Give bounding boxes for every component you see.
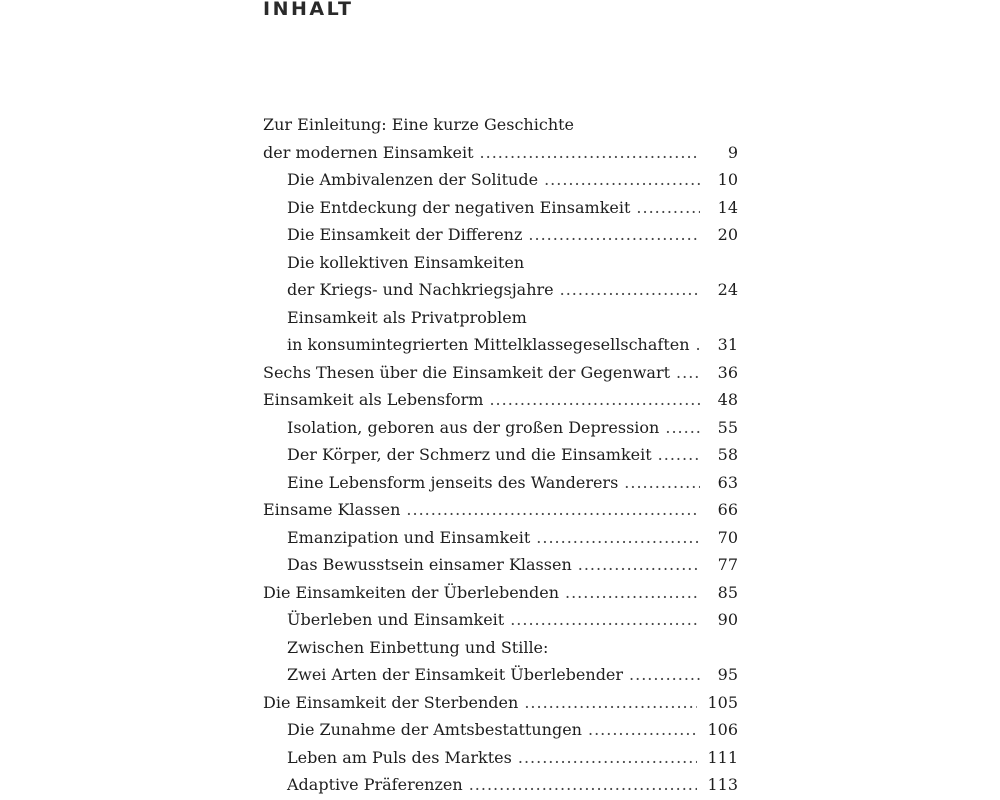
toc-line [263,661,738,689]
toc-entry [263,524,738,552]
toc-page-number: 77 [717,555,738,574]
toc-entry-title: Zwei Arten der Einsamkeit Überlebender [287,665,624,684]
toc-line [263,771,738,799]
toc-page-number: 31 [717,335,738,354]
dot-leader [406,496,700,524]
toc-page-number: 36 [717,362,738,382]
toc-entry [263,194,738,222]
toc-entry [263,166,738,194]
toc-page-number: 70 [717,527,738,547]
dot-leader [588,716,697,744]
toc-entry [263,716,738,744]
toc-line [263,111,738,139]
toc-entry-title: der modernen Einsamkeit [263,142,474,162]
toc-entry-title: Eine Lebensform jenseits des Wanderers [287,472,619,492]
toc-entry-title: Die Einsamkeit der Differenz [287,225,523,244]
toc-page-number: 24 [717,280,738,299]
toc-line [263,496,738,524]
toc-line [263,331,738,359]
toc-entry [263,386,738,414]
toc-page-number: 66 [717,500,738,519]
toc-entry [263,744,738,772]
dot-leader [524,689,697,717]
dot-leader [489,386,700,414]
dot-leader [636,194,700,222]
toc-line [263,634,738,662]
toc-page-number: 113 [707,775,738,794]
toc-entry-title: Einsamkeit als Lebensform [263,390,484,409]
dot-leader [665,414,700,442]
toc-line [263,524,738,552]
toc-line [263,359,738,387]
toc-entry-title: Zur Einleitung: Eine kurze Geschichte [263,115,575,134]
table-of-contents [263,111,738,799]
dot-leader [629,661,700,689]
toc-entry [263,249,738,304]
toc-entry-title: Überleben und Einsamkeit [287,610,505,629]
toc-line [263,716,738,744]
toc-page-number: 85 [717,582,738,602]
toc-line [263,551,738,579]
dot-leader [528,221,700,249]
toc-line [263,744,738,772]
toc-entry [263,579,738,607]
toc-line [263,139,738,167]
toc-entry-title: Die Einsamkeiten der Überlebenden [263,582,559,602]
toc-page-number: 10 [717,170,738,189]
toc-line [263,689,738,717]
dot-leader [518,744,698,772]
dot-leader [544,166,700,194]
toc-page-number: 63 [717,472,738,492]
toc-line [263,304,738,332]
toc-entry-title: Isolation, geboren aus der großen Depression [287,417,660,437]
toc-page-number: 9 [727,142,738,162]
dot-leader [676,359,700,387]
toc-entry-title: Das Bewusstsein einsamer Klassen [287,555,572,574]
toc-entry-title: Einsame Klassen [263,500,401,519]
toc-page-number: 90 [717,610,738,629]
toc-page-number: 48 [717,390,738,409]
toc-line [263,606,738,634]
toc-entry [263,414,738,442]
dot-leader [578,551,700,579]
toc-entry [263,469,738,497]
toc-line [263,166,738,194]
toc-line [263,414,738,442]
toc-line [263,276,738,304]
toc-entry-title: Einsamkeit als Privatproblem [287,307,527,327]
dot-leader [469,771,698,799]
toc-entry-title: Sechs Thesen über die Einsamkeit der Gegenwart [263,362,671,382]
toc-entry [263,221,738,249]
toc-page-number: 20 [717,225,738,244]
dot-leader [696,331,700,359]
toc-entry [263,634,738,689]
toc-entry-title: Die Einsamkeit der Sterbenden [263,692,519,712]
toc-entry [263,551,738,579]
toc-entry-title: Die Ambivalenzen der Solitude [287,170,539,189]
toc-entry-title: Emanzipation und Einsamkeit [287,527,531,547]
toc-page-number: 105 [707,692,738,712]
toc-entry [263,771,738,799]
toc-entry-title: Die Entdeckung der negativen Einsamkeit [287,197,631,217]
toc-entry-title: Die Zunahme der Amtsbestattungen [287,720,582,739]
toc-entry [263,441,738,469]
toc-page-number: 106 [707,720,738,739]
toc-entry-title: Die kollektiven Einsamkeiten [287,252,525,272]
toc-entry [263,689,738,717]
toc-entry-title: Adaptive Präferenzen [287,775,463,794]
toc-entry-title: der Kriegs- und Nachkriegsjahre [287,280,554,299]
toc-line [263,441,738,469]
dot-leader [536,524,700,552]
toc-entry-title: Der Körper, der Schmerz und die Einsamkeit [287,445,652,464]
dot-leader [510,606,700,634]
toc-page-number: 111 [707,747,738,767]
dot-leader [658,441,700,469]
toc-entry-title: in konsumintegrierten Mittelklassegesellschaften [287,335,690,354]
dot-leader [560,276,700,304]
toc-page-number: 58 [717,445,738,464]
toc-entry [263,606,738,634]
toc-page-number: 95 [717,665,738,684]
toc-line [263,469,738,497]
toc-entry [263,359,738,387]
toc-entry [263,304,738,359]
toc-line [263,386,738,414]
toc-page-number: 14 [717,197,738,217]
toc-line [263,249,738,277]
dot-leader [480,139,700,167]
toc-line [263,221,738,249]
toc-entry [263,111,738,166]
dot-leader [565,579,700,607]
toc-line [263,579,738,607]
toc-entry-title: Zwischen Einbettung und Stille: [287,637,549,657]
toc-entry [263,496,738,524]
toc-entry-title: Leben am Puls des Marktes [287,747,512,767]
page-title: INHALT [263,0,354,20]
toc-page-number: 55 [717,417,738,437]
dot-leader [624,469,700,497]
toc-line [263,194,738,222]
